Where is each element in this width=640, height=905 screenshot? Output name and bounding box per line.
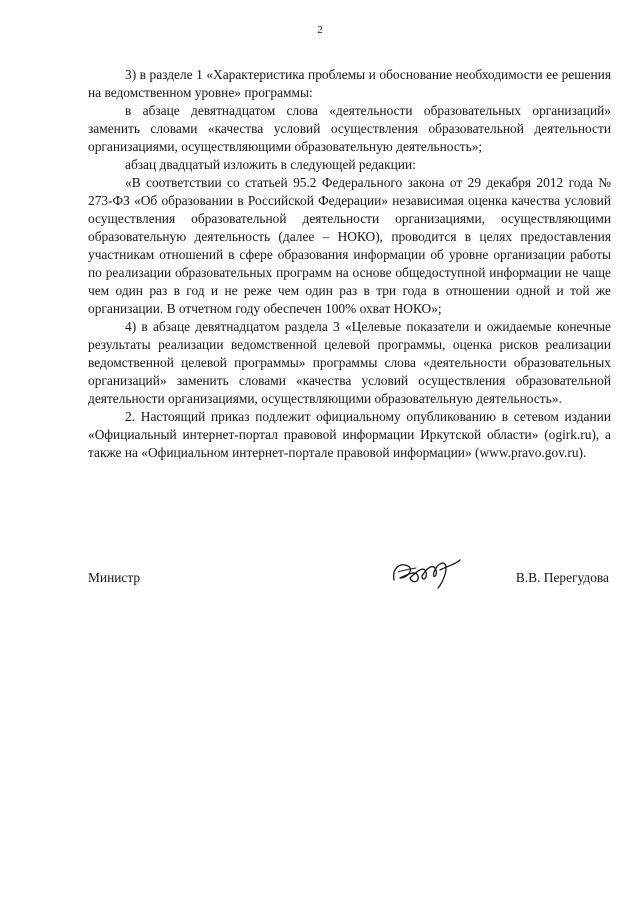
signature-block bbox=[88, 556, 611, 596]
paragraph-19-replacement: в абзаце девятнадцатом слова «деятельности образовательных организаций» заменить словами «качества условий осуществления образовательной деятельности организациями, осуществляющими образовательную деятельность»; bbox=[88, 103, 611, 154]
paragraph-publication: 2. Настоящий приказ подлежит официальному опубликованию в сетевом издании «Официальный интернет-портал правовой информации Иркутской области» (ogirk.ru), а также на «Официальном интернет-портале правовой информации» (www.pravo.gov.ru). bbox=[88, 409, 611, 460]
paragraph-section-1-item: 3) в разделе 1 «Характеристика проблемы и обоснование необходимости ее решения на ведомственном уровне» программы: bbox=[88, 67, 611, 100]
signer-name: В.В. Перегудова bbox=[515, 570, 609, 585]
paragraph-section-3-item: 4) в абзаце девятнадцатом раздела 3 «Целевые показатели и ожидаемые конечные результаты реализации ведомственной целевой программы, оценка рисков реализации ведомственной целевой программы» программы слова «деятельности образовательных организаций» заменить словами «качества условий осуществления образовательной деятельности организациями, осуществляющими образовательную деятельность». bbox=[88, 319, 611, 406]
page-number: 2 bbox=[317, 24, 323, 36]
paragraph-20-new-text: «В соответствии со статьей 95.2 Федерального закона от 29 декабря 2012 года № 273-ФЗ «Об образовании в Российской Федерации» независимая оценка качества условий осуществления образовательной деятельности организациями, осуществляющими образовательную деятельность (далее – НОКО), проводится в целях предоставления участникам отношений в сфере образования информации об уровне организации работы по реализации образовательных программ на основе общедоступной информации не чаще чем один раз в год и не реже чем один раз в три года в отношении одной и той же организации. В отчетном году обеспечен 100% охват НОКО»; bbox=[88, 175, 611, 316]
paragraph-20-intro: абзац двадцатый изложить в следующей редакции: bbox=[125, 157, 416, 172]
signer-position: Министр bbox=[88, 570, 141, 585]
handwritten-signature bbox=[388, 556, 466, 590]
document-body bbox=[88, 66, 611, 462]
